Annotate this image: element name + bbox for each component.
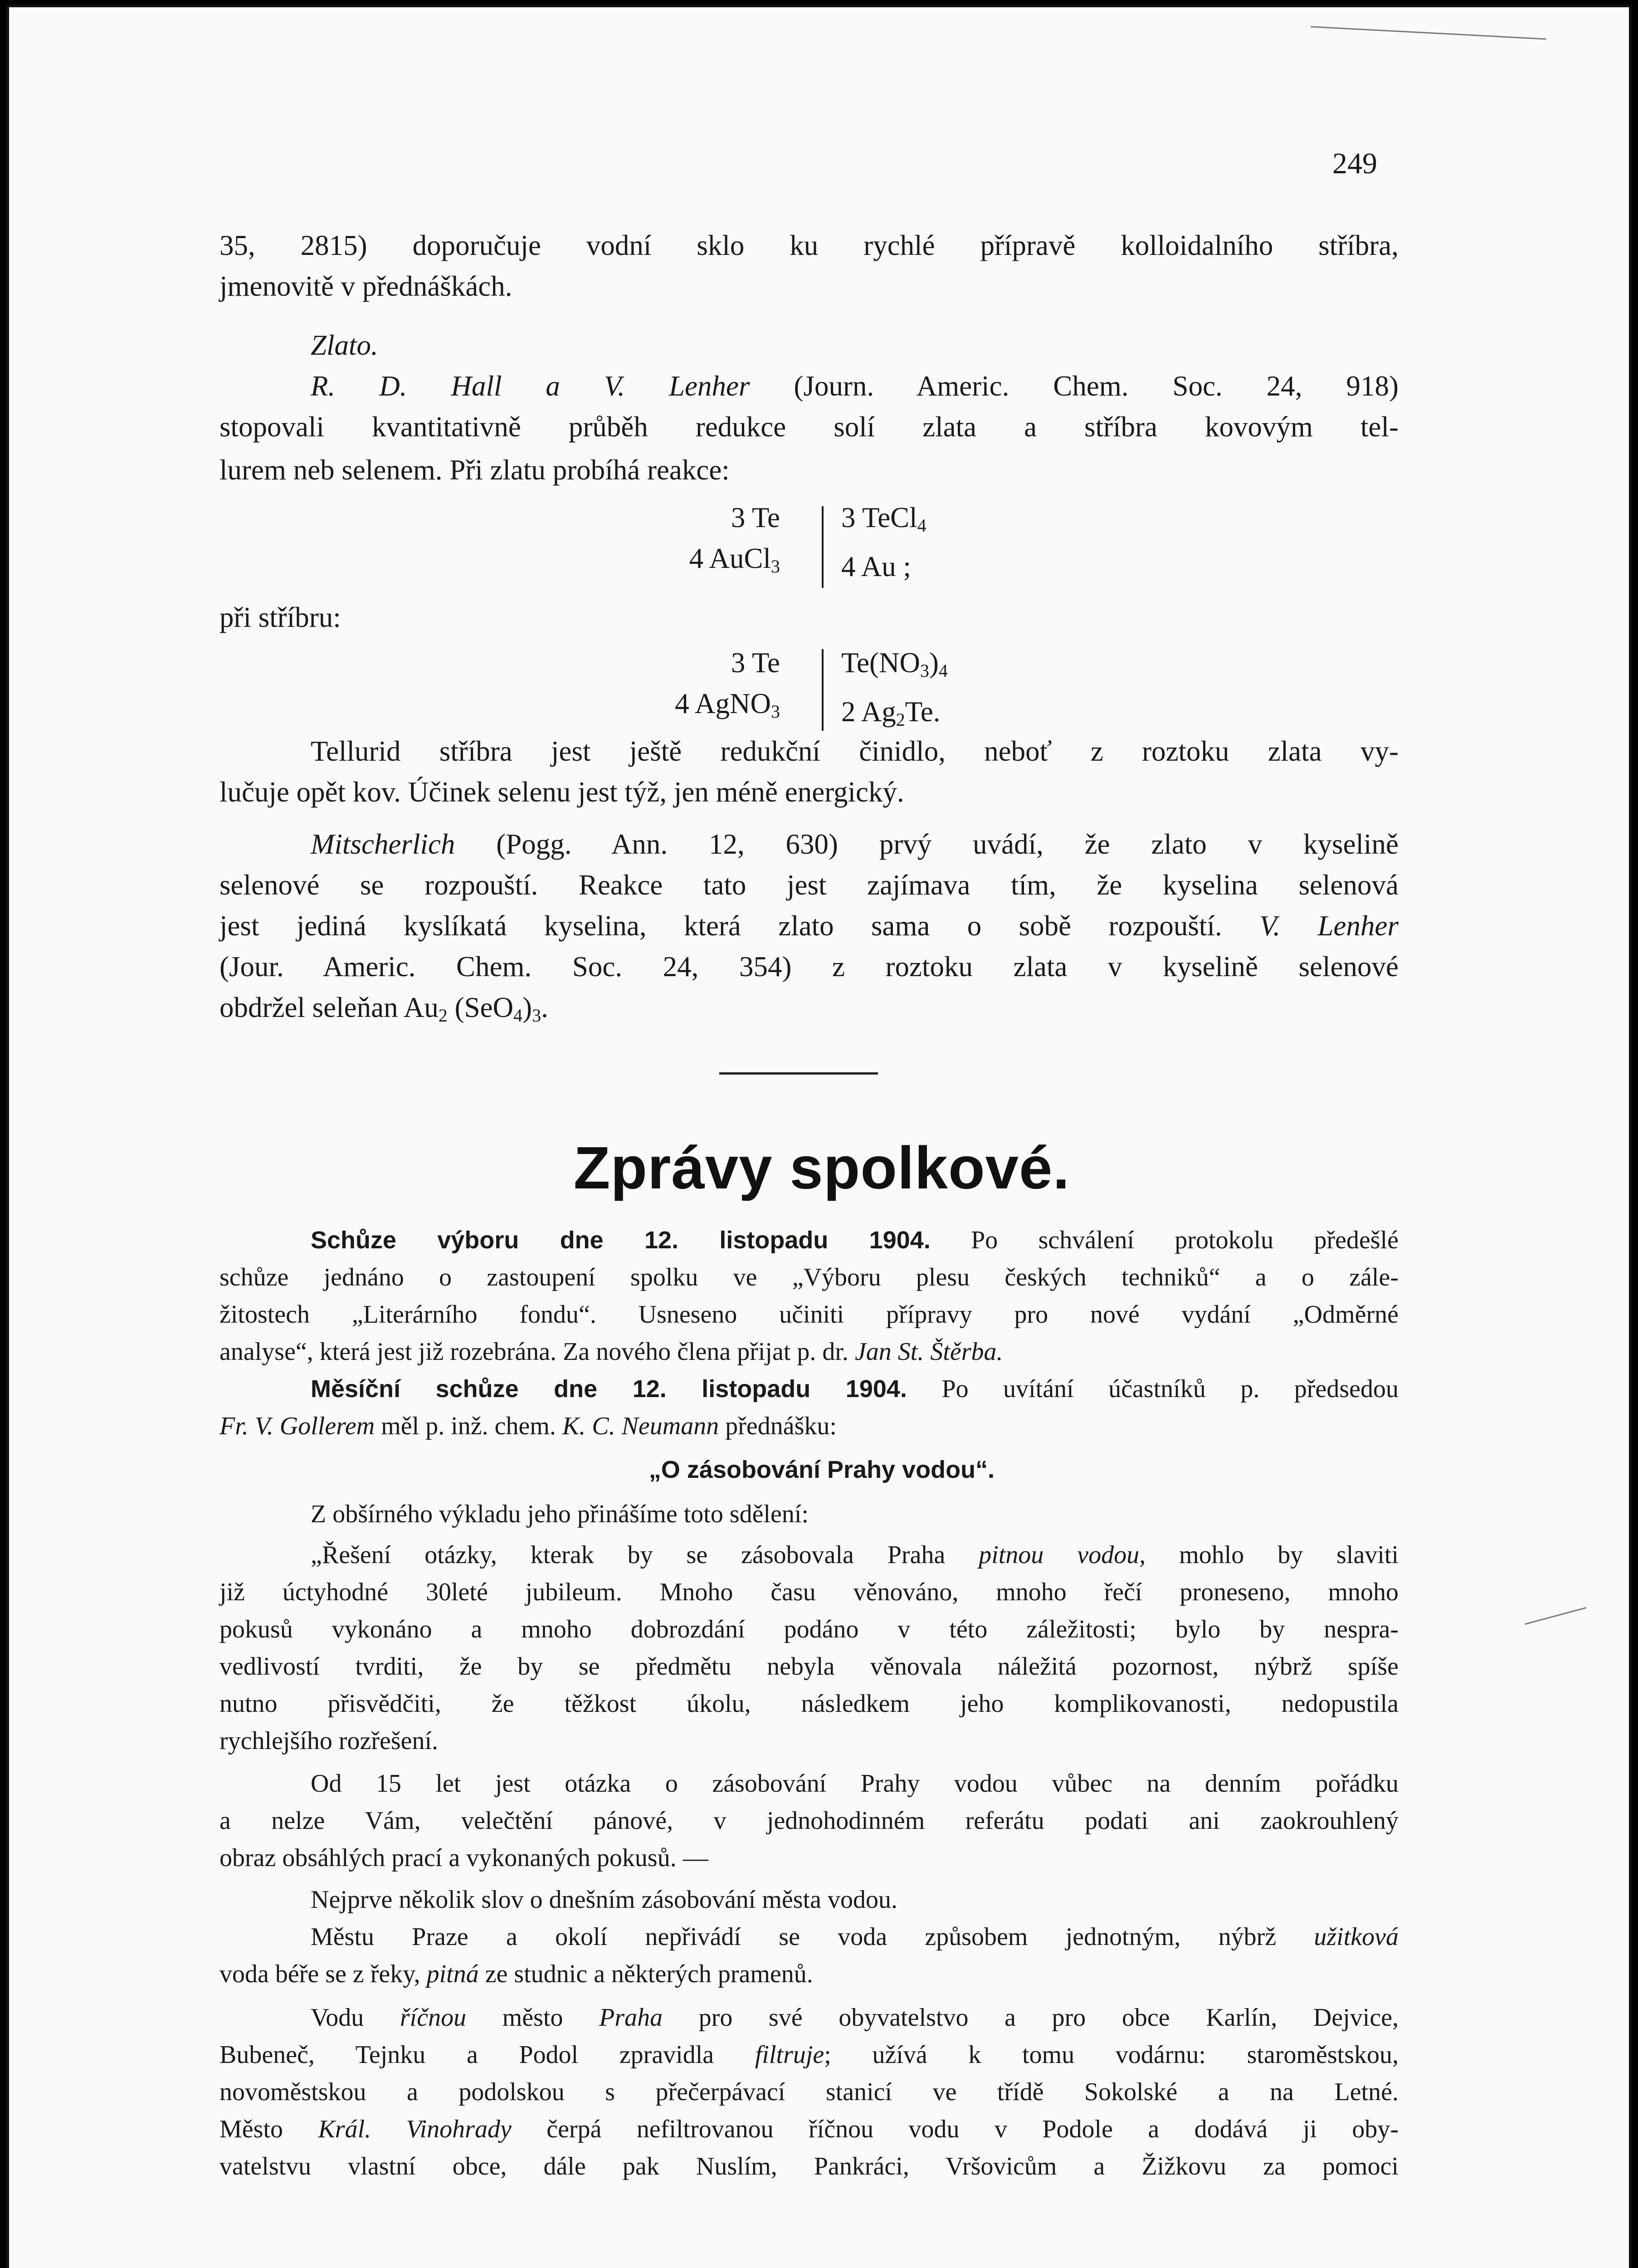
text-line: jest jediná kyslíkatá kyselina, která zlato sama o sobě rozpouští. V. Lenher [219, 910, 1399, 942]
text-line: Vodu říčnou město Praha pro své obyvatelstvo a pro obce Karlín, Dejvice, [311, 2004, 1399, 2032]
text-line: lurem neb selenem. Při zlatu probíhá reakce: [219, 454, 730, 486]
text-line: již úctyhodné 30leté jubileum. Mnoho času věnováno, mnoho řečí proneseno, mnoho [219, 1578, 1399, 1606]
text-line: vedlivostí tvrditi, že by se předmětu nebyla věnovala náležitá pozornost, nýbrž spíše [219, 1652, 1399, 1681]
scratch-mark [1311, 26, 1546, 39]
formula-term: 3 TeCl$_4$ [841, 502, 926, 536]
text-line: 35, 2815) doporučuje vodní sklo ku rychlé přípravě kolloidalního stříbra, [219, 230, 1399, 261]
text-line: Bubeneč, Tejnku a Podol zpravidla filtruje; užívá k tomu vodárnu: staroměstskou, [219, 2041, 1399, 2069]
text-line: selenové se rozpouští. Reakce tato jest zajímava tím, že kyselina selenová [219, 869, 1399, 901]
text-line: analyse“, která jest již rozebrána. Za nového člena přijat p. dr. Jan St. Štěrba. [219, 1338, 1003, 1366]
text-line: pokusů vykonáno a mnoho dobrozdání podáno v této záležitosti; bylo by nespra- [219, 1615, 1399, 1643]
text-line: lučuje opět kov. Účinek selenu jest týž, jen méně energický. [219, 776, 904, 808]
subheading: Zlato. [311, 329, 378, 361]
text-line: „Řešení otázky, kterak by se zásobovala Praha pitnou vodou, mohlo by slaviti [311, 1541, 1399, 1569]
formula-term: 3 Te [731, 502, 780, 533]
document-page [6, 5, 1632, 2268]
formula-right-2 [841, 642, 948, 740]
divider [719, 1072, 878, 1075]
formula-right-1 [841, 497, 926, 587]
text-line: Město Král. Vinohrady čerpá nefiltrovanou říčnou vodu v Podole a dodává ji oby- [219, 2115, 1399, 2143]
text-line: Schůze výboru dne 12. listopadu 1904. Po schválení protokolu předešlé [311, 1226, 1399, 1254]
text-line: Měsíční schůze dne 12. listopadu 1904. Po uvítání účastníků p. předsedou [311, 1375, 1399, 1403]
formula-term: 3 Te [731, 647, 780, 679]
meeting-heading: Schůze výboru dne 12. listopadu 1904. [311, 1227, 931, 1254]
text-line: Od 15 let jest otázka o zásobování Prahy vodou vůbec na denním pořádku [311, 1769, 1399, 1798]
formula-left-1 [644, 497, 780, 587]
formula-divider [822, 649, 824, 731]
citation-text: (Pogg. Ann. 12, 630) prvý uvádí, že zlato v kyselině [496, 828, 1399, 860]
formula-term: $Te(NO_3)_4$ [841, 647, 948, 681]
formula-left-2 [644, 642, 780, 732]
lecture-title: „O zásobování Prahy vodou“. [648, 1456, 995, 1483]
text-line: schůze jednáno o zastoupení spolku ve „Výboru plesu českých techniků“ a o zále- [219, 1263, 1399, 1291]
formula-divider [822, 506, 824, 588]
text-line: a nelze Vám, velečtění pánové, v jednohodinném referátu podati ani zaokrouhlený [219, 1807, 1399, 1835]
page-number: 249 [1332, 147, 1377, 180]
citation-text: (Journ. Americ. Chem. Soc. 24, 918) [794, 370, 1399, 402]
section-title: Zprávy spolkové. [573, 1134, 1070, 1201]
text-line: stopovali kvantitativně průběh redukce solí zlata a stříbra kovovým tel- [219, 411, 1399, 443]
meeting-heading: Měsíční schůze dne 12. listopadu 1904. [311, 1375, 907, 1403]
text-line: žitostech „Literárního fondu“. Usneseno učiniti přípravy pro nové vydání „Odměrné [219, 1300, 1399, 1329]
formula-term: 4 AuCl$_3$ [689, 543, 780, 577]
text-line: rychlejšího rozřešení. [219, 1727, 439, 1755]
text-line: jmenovitě v přednáškách. [219, 270, 512, 302]
formula-term: 4 AgNO$_3$ [675, 688, 780, 722]
text-line: obdržel seleňan $Au_2$ $(SeO_4)_3$. [219, 992, 548, 1026]
author-name: R. D. Hall a V. Lenher [311, 370, 750, 402]
scratch-mark [1525, 1607, 1586, 1625]
text-line: vatelstvu vlastní obce, dále pak Nuslím, Pankráci, Vršovicům a Žižkovu za pomoci [219, 2152, 1399, 2180]
formula-term: 4 Au ; [841, 551, 912, 582]
text-line: Tellurid stříbra jest ještě redukční činidlo, neboť z roztoku zlata vy- [311, 735, 1399, 767]
text-line: nutno přisvědčiti, že těžkost úkolu, následkem jeho komplikovanosti, nedopustila [219, 1690, 1399, 1718]
text-line: voda béře se z řeky, pitná ze studnic a některých pramenů. [219, 1960, 813, 1988]
text-line: obraz obsáhlých prací a vykonaných pokusů. — [219, 1844, 708, 1872]
text-line: Nejprve několik slov o dnešním zásobování města vodou. [311, 1886, 897, 1914]
text-line: Městu Praze a okolí nepřivádí se voda způsobem jednotným, nýbrž užitková [311, 1923, 1399, 1951]
text-line [311, 824, 1399, 865]
text-line: Z obšírného výkladu jeho přinášíme toto sdělení: [311, 1500, 809, 1528]
formula-term: 2 $Ag_2Te$. [841, 696, 941, 730]
author-name: Mitscherlich [311, 828, 455, 860]
text-line [311, 366, 1399, 406]
text-line: Fr. V. Gollerem měl p. inž. chem. K. C. Neumann přednášku: [219, 1412, 837, 1440]
text-line: novoměstskou a podolskou s přečerpávací stanicí ve třídě Sokolské a na Letné. [219, 2078, 1399, 2106]
text-line: (Jour. Americ. Chem. Soc. 24, 354) z roztoku zlata v kyselině selenové [219, 951, 1399, 982]
text-line: při stříbru: [219, 601, 341, 633]
